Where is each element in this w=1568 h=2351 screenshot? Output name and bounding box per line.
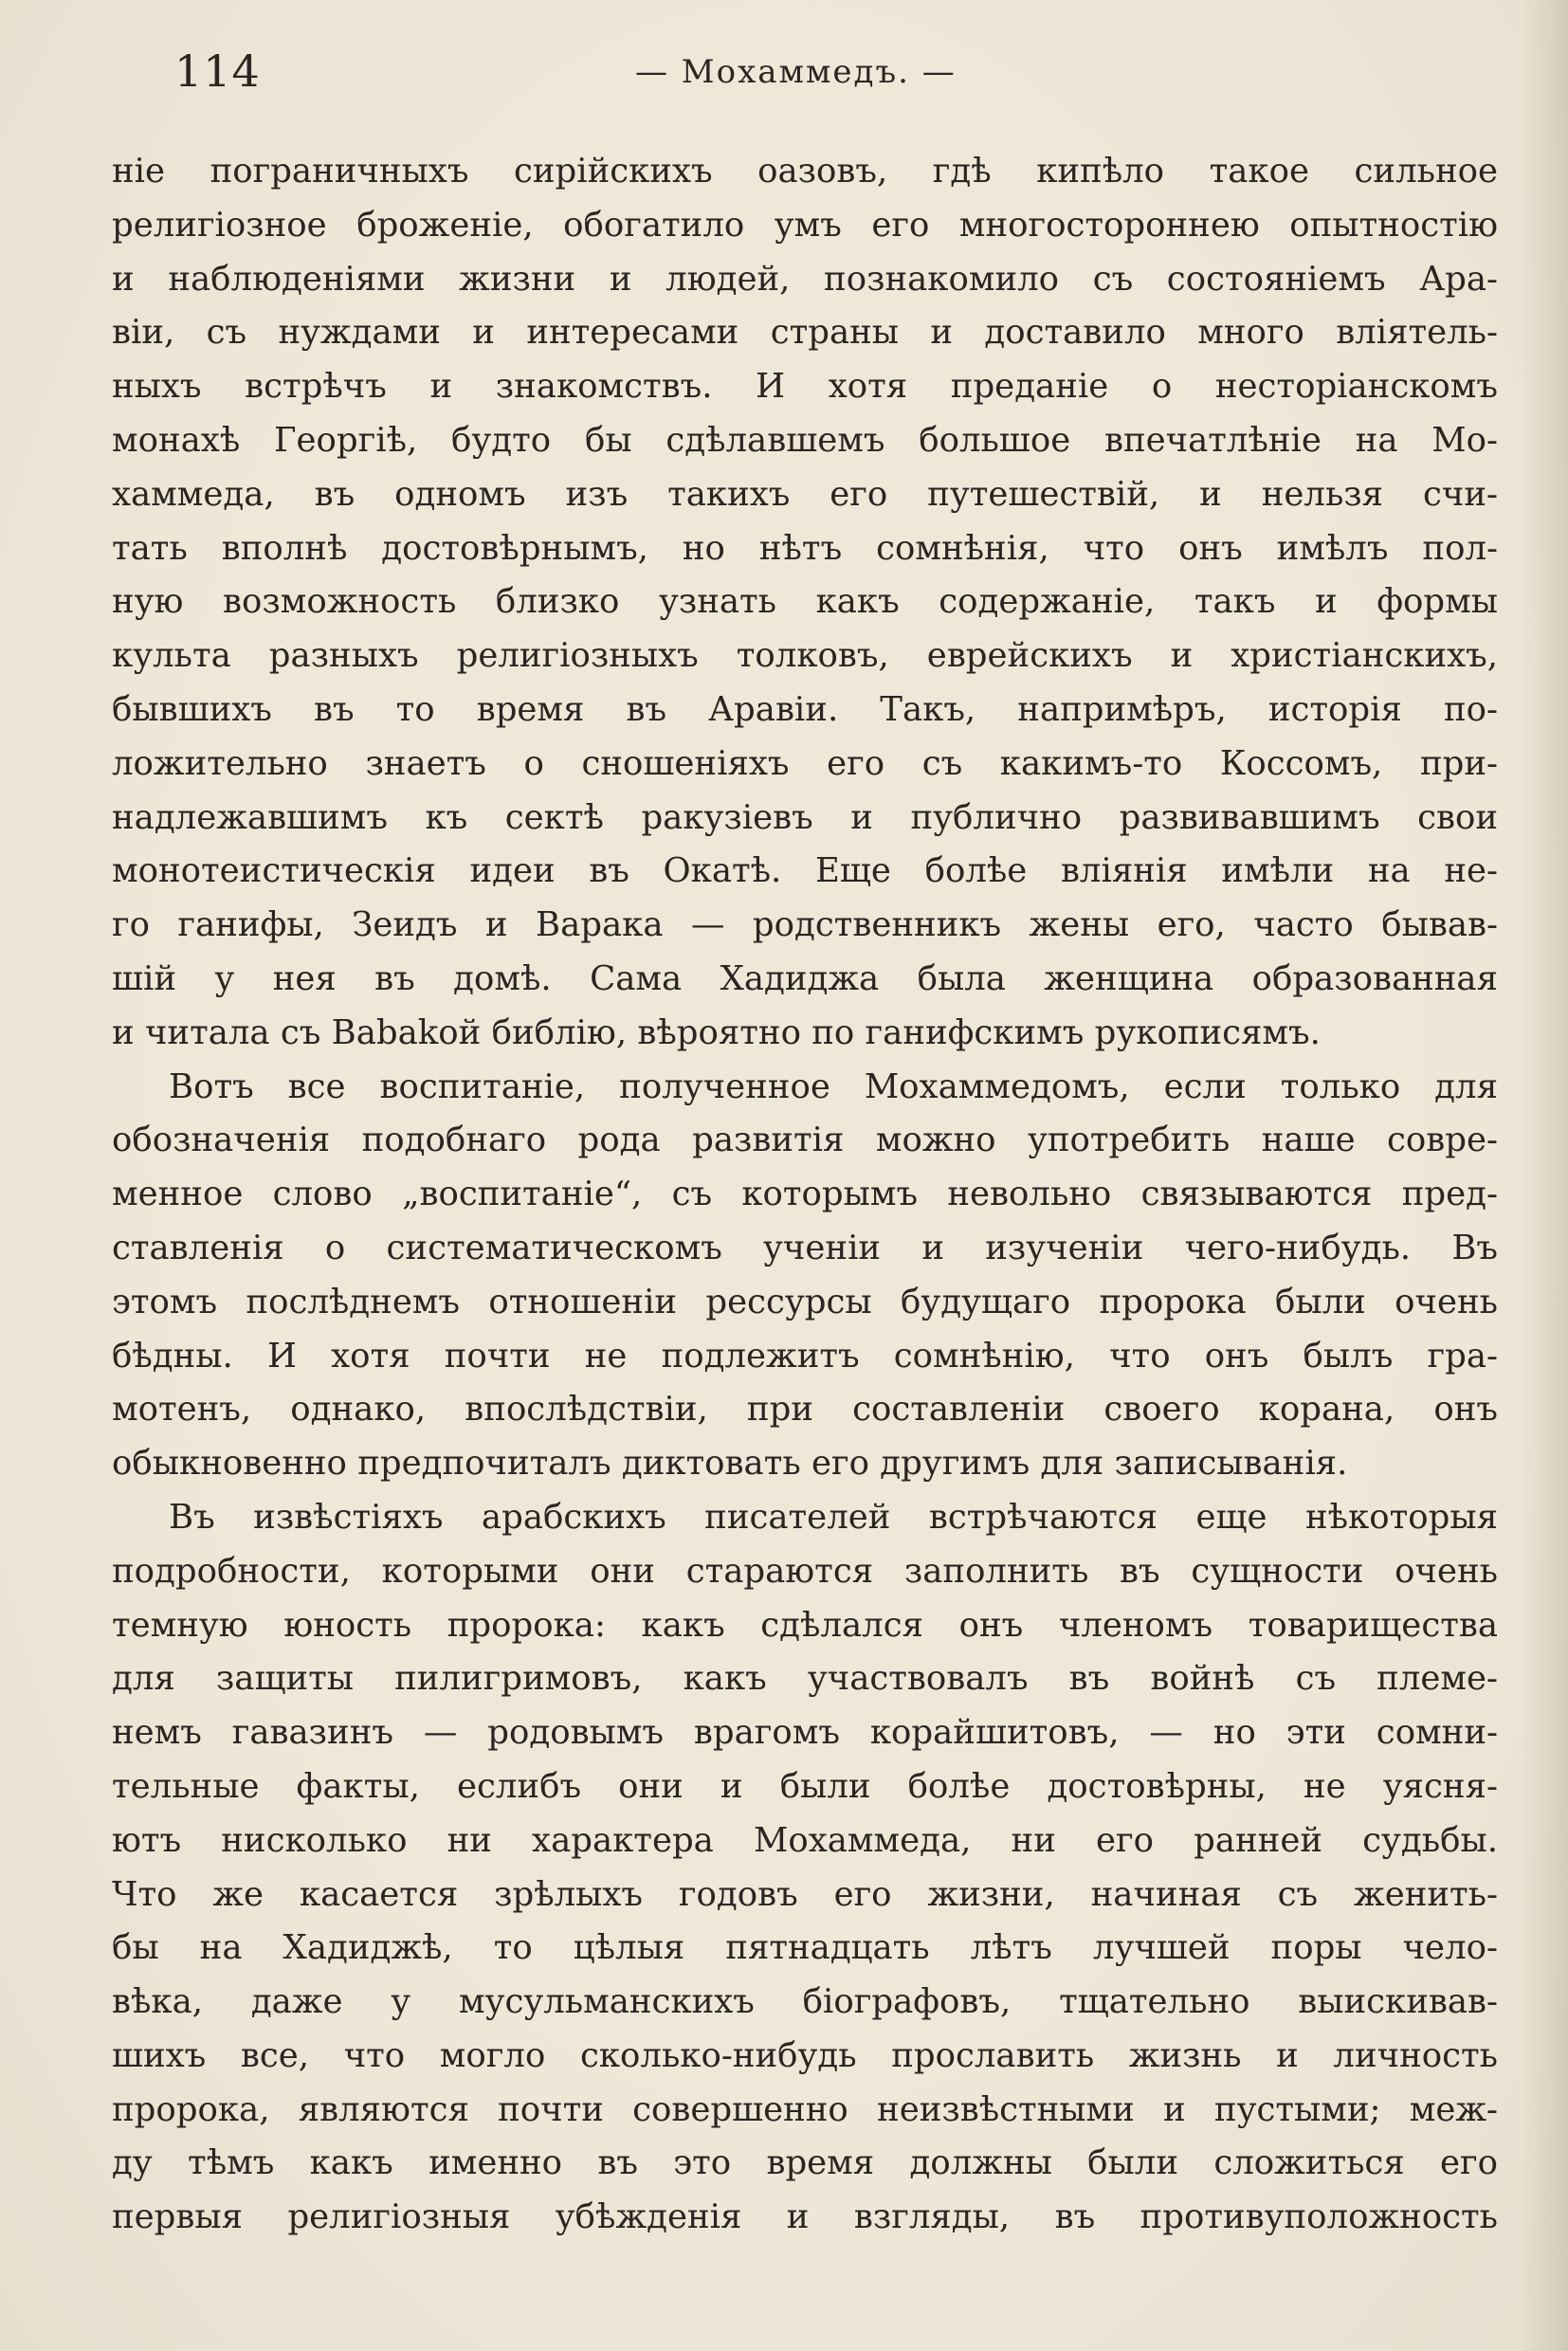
text-line: и наблюденіями жизни и людей, познакомило съ состояніемъ Ара- — [112, 259, 1498, 299]
text-line: мотенъ, однако, впослѣдствіи, при составленіи своего корана, онъ — [112, 1390, 1498, 1430]
text-line: бы на Хадиджѣ, то цѣлыя пятнадцать лѣтъ лучшей поры чело- — [112, 1928, 1498, 1968]
text-line: для защиты пилигримовъ, какъ участвовалъ въ войнѣ съ племе- — [112, 1659, 1498, 1699]
text-line: монотеистическія идеи въ Окатѣ. Еще болѣе вліянія имѣли на не- — [112, 851, 1498, 891]
text-line: шихъ все, что могло сколько-нибудь прославить жизнь и личность — [112, 2035, 1498, 2075]
text-line: ютъ нисколько ни характера Мохаммеда, ни его ранней судьбы. — [112, 1820, 1498, 1860]
text-line: шій у нея въ домѣ. Сама Хадиджа была женщина образованная — [112, 958, 1498, 998]
page-number: 114 — [174, 46, 261, 97]
text-line: віи, съ нуждами и интересами страны и доставило много вліятель- — [112, 313, 1498, 353]
text-line: обыкновенно предпочиталъ диктовать его другимъ для записыванія. — [112, 1444, 1348, 1484]
text-line: вѣка, даже у мусульманскихъ біографовъ, тщательно выискивав- — [112, 1982, 1498, 2022]
text-line: Вотъ все воспитаніе, полученное Мохаммедомъ, если только для — [169, 1066, 1498, 1106]
text-line: надлежавшимъ къ сектѣ ракузіевъ и публично развивавшимъ свои — [112, 797, 1498, 837]
text-line: тельные факты, еслибъ они и были болѣе достовѣрны, не уясня- — [112, 1766, 1498, 1806]
text-line: этомъ послѣднемъ отношеніи рессурсы будущаго пророка были очень — [112, 1282, 1498, 1321]
text-line: менное слово „воспитаніе“, съ которымъ невольно связываются пред- — [112, 1175, 1498, 1214]
text-line: го ганифы, Зеидъ и Варака — родственникъ жены его, часто бывав- — [112, 905, 1498, 945]
text-line: ныхъ встрѣчъ и знакомствъ. И хотя преданіе о несторіанскомъ — [112, 367, 1498, 407]
text-line: монахѣ Георгіѣ, будто бы сдѣлавшемъ большое впечатлѣніе на Мо- — [112, 420, 1498, 460]
text-line: темную юность пророка: какъ сдѣлался онъ членомъ товарищества — [112, 1605, 1498, 1645]
text-line: пророка, являются почти совершенно неизвѣстными и пустыми; меж- — [112, 2089, 1498, 2129]
text-line: ную возможность близко узнать какъ содержаніе, такъ и формы — [112, 582, 1498, 622]
text-line: немъ гавазинъ — родовымъ врагомъ корайшитовъ, — но эти сомни- — [112, 1713, 1498, 1753]
text-line: ставленія о систематическомъ ученіи и изученіи чего-нибудь. Въ — [112, 1228, 1498, 1267]
text-line: ложительно знаетъ о сношеніяхъ его съ какимъ-то Коссомъ, при- — [112, 743, 1498, 783]
text-line: и читала съ Babakой библію, вѣроятно по ганифскимъ рукописямъ. — [112, 1012, 1321, 1052]
text-line: обозначенія подобнаго рода развитія можно употребить наше совре- — [112, 1121, 1498, 1160]
page-edge-shadow — [1521, 0, 1568, 2351]
text-line: Въ извѣстіяхъ арабскихъ писателей встрѣчаются еще нѣкоторыя — [169, 1497, 1498, 1537]
text-line: бѣдны. И хотя почти не подлежитъ сомнѣнію, что онъ былъ гра- — [112, 1336, 1498, 1376]
text-line: культа разныхъ религіозныхъ толковъ, еврейскихъ и христіанскихъ, — [112, 636, 1498, 676]
text-line: первыя религіозныя убѣжденія и взгляды, въ противуположность — [112, 2197, 1498, 2237]
text-line: религіозное броженіе, обогатило умъ его многостороннею опытностію — [112, 205, 1498, 245]
text-line: бывшихъ въ то время въ Аравіи. Такъ, напримѣръ, исторія по- — [112, 689, 1498, 729]
text-line: тать вполнѣ достовѣрнымъ, но нѣтъ сомнѣнія, что онъ имѣлъ пол- — [112, 528, 1498, 568]
text-line: Что же касается зрѣлыхъ годовъ его жизни, начиная съ женить- — [112, 1874, 1498, 1914]
text-line: ніе пограничныхъ сирійскихъ оазовъ, гдѣ кипѣло такое сильное — [112, 152, 1498, 191]
page-header — [171, 46, 1498, 112]
text-line: подробности, которыми они стараются заполнить въ сущности очень — [112, 1551, 1498, 1591]
body-text — [112, 145, 1498, 2245]
text-line: ду тѣмъ какъ именно въ это время должны были сложиться его — [112, 2143, 1498, 2183]
text-line: хаммеда, въ одномъ изъ такихъ его путешествій, и нельзя счи- — [112, 474, 1498, 514]
running-title: — Мохаммедъ. — — [635, 53, 957, 91]
